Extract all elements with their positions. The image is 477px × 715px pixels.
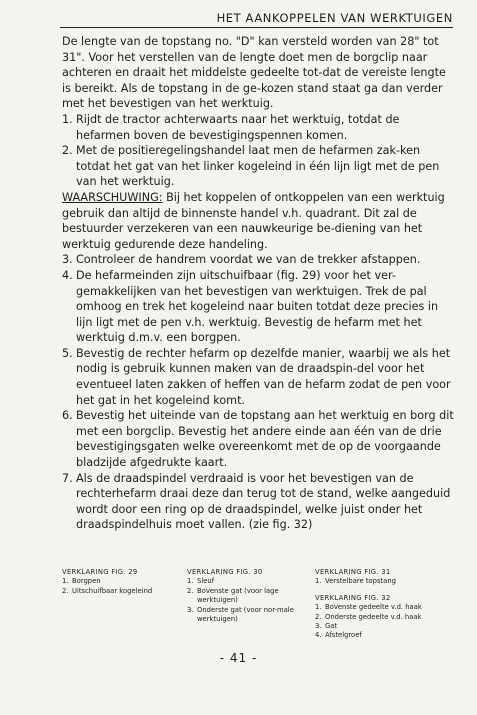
page-header-title: HET AANKOPPELEN VAN WERKTUIGEN <box>216 11 453 25</box>
body-text <box>62 34 454 533</box>
step-number: 7. <box>62 471 73 485</box>
step-item <box>62 252 454 268</box>
legend-spacer <box>315 587 457 594</box>
step-text: Rijdt de tractor achterwaarts naar het werktuig, totdat de hefarmen boven de bevestigingspennen komen. <box>76 112 400 142</box>
legend-entry-text: Afstelgroef <box>325 631 362 640</box>
legend-entry-text: Onderste gedeelte v.d. haak <box>325 612 422 621</box>
legend-title: VERKLARING FIG. 32 <box>315 593 391 602</box>
legend-entry <box>315 622 457 631</box>
step-item <box>62 471 454 533</box>
step-number: 2. <box>62 144 73 158</box>
legend-entry-number: 1. <box>187 577 194 586</box>
legend-entry <box>62 587 187 596</box>
legend-entry-text: Uitschuifbaar kogeleind <box>72 586 153 595</box>
legend-entry-number: 2. <box>315 612 322 621</box>
warning-paragraph <box>62 190 454 252</box>
step-number: 6. <box>62 409 73 423</box>
step-number: 4. <box>62 268 73 282</box>
legend-entry-text: Borgpen <box>72 577 101 586</box>
legend-entry-number: 3. <box>315 622 322 631</box>
step-item <box>62 143 454 190</box>
legend-entry-text: Bovenste gedeelte v.d. haak <box>325 603 422 612</box>
legend-entry-text: Gat <box>325 622 338 631</box>
header-rule <box>60 27 453 28</box>
intro-paragraph: De lengte van de topstang no. "D" kan versteld worden van 28" tot 31". Voor het verstellen van de lengte doet men de borgclip naar achteren en draait het middelste gedeelte tot-dat de vereiste lengte is bereikt. Als de topstang in de ge-kozen stand staat ga dan verder met het bevestigen van het werktuig. <box>62 35 446 111</box>
figure-legends <box>62 568 457 641</box>
legend-fig30 <box>187 568 315 641</box>
step-number: 1. <box>62 112 73 126</box>
legend-entry <box>187 606 315 625</box>
legend-entry <box>187 577 315 586</box>
step-text: De hefarmeinden zijn uitschuifbaar (fig. 29) voor het ver-gemakkelijken van het bevestigen van werktuigen. Trek de pal omhoog en trek het kogeleind naar buiten totdat deze precies in lijn ligt met de pen v.h. werktuig. Bevestig de hefarm met het werktuig d.m.v. een borgpen. <box>76 268 439 345</box>
step-item <box>62 408 454 470</box>
legend-entry-number: 2. <box>62 586 69 595</box>
step-item <box>62 268 454 346</box>
step-number: 5. <box>62 346 73 360</box>
warning-label: WAARSCHUWING: <box>62 190 163 204</box>
legend-entry <box>315 613 457 622</box>
legend-entry <box>187 587 315 606</box>
legend-title: VERKLARING FIG. 29 <box>62 568 138 576</box>
page-number: - 41 - <box>219 651 258 665</box>
legend-entry-number: 3. <box>187 605 194 614</box>
legend-entry <box>62 577 187 586</box>
legend-entry-text: Sleuf <box>197 577 215 586</box>
step-number: 3. <box>62 253 73 267</box>
legend-fig29 <box>62 568 187 641</box>
legend-entry-text: Verstelbare topstang <box>325 577 396 586</box>
legend-entry-number: 1. <box>315 577 322 586</box>
step-text: Bevestig het uiteinde van de topstang aan het werktuig en borg dit met een borgclip. Bevestig het andere einde aan één van de drie bevestigingsgaten welke overeenkomt met de op de voorgaande bladzijde afgedrukte kaart. <box>76 409 454 470</box>
step-text: Als de draadspindel verdraaid is voor het bevestigen van de rechterhefarm draai deze dan terug tot de stand, welke aangeduid wordt door een ring op de draadspindel, welke juist onder het draadspindelhuis moet vallen. (zie fig. 32) <box>76 471 451 532</box>
step-text: Met de positieregelingshandel laat men de hefarmen zak-ken totdat het gat van het linker kogeleind in één lijn ligt met de pen van het werktuig. <box>76 144 440 189</box>
legend-entry <box>315 603 457 612</box>
legend-entry-number: 1. <box>62 577 69 586</box>
step-text: Controleer de handrem voordat we van de trekker afstappen. <box>76 253 421 267</box>
legend-entry-number: 1. <box>315 603 322 612</box>
legend-title: VERKLARING FIG. 30 <box>187 568 263 576</box>
legend-entry <box>315 577 457 586</box>
legend-entry-number: 4. <box>315 631 322 640</box>
legend-entry-text: Bovenste gat (voor lage werktuigen) <box>197 586 279 605</box>
step-item <box>62 112 454 143</box>
legend-entry-number: 2. <box>187 586 194 595</box>
legend-entry-text: Onderste gat (voor nor-male werktuigen) <box>197 605 294 624</box>
legend-fig31-32 <box>315 568 457 641</box>
step-item <box>62 346 454 408</box>
legend-title: VERKLARING FIG. 31 <box>315 568 391 576</box>
legend-entry <box>315 631 457 640</box>
step-text: Bevestig de rechter hefarm op dezelfde manier, waarbij we als het nodig is gebruik kunnen maken van de draadspin-del voor het eventueel laten zakken of heffen van de hefarm zodat de pen voor het gat in het kogeleind komt. <box>76 346 451 407</box>
warning-text: Bij het koppelen of ontkoppelen van een werktuig gebruik dan altijd de binnenste handel v.h. quadrant. Dit zal de bestuurder verzekeren van een nauwkeurige be-diening van het werktuig gedurende deze handeling. <box>62 190 445 251</box>
